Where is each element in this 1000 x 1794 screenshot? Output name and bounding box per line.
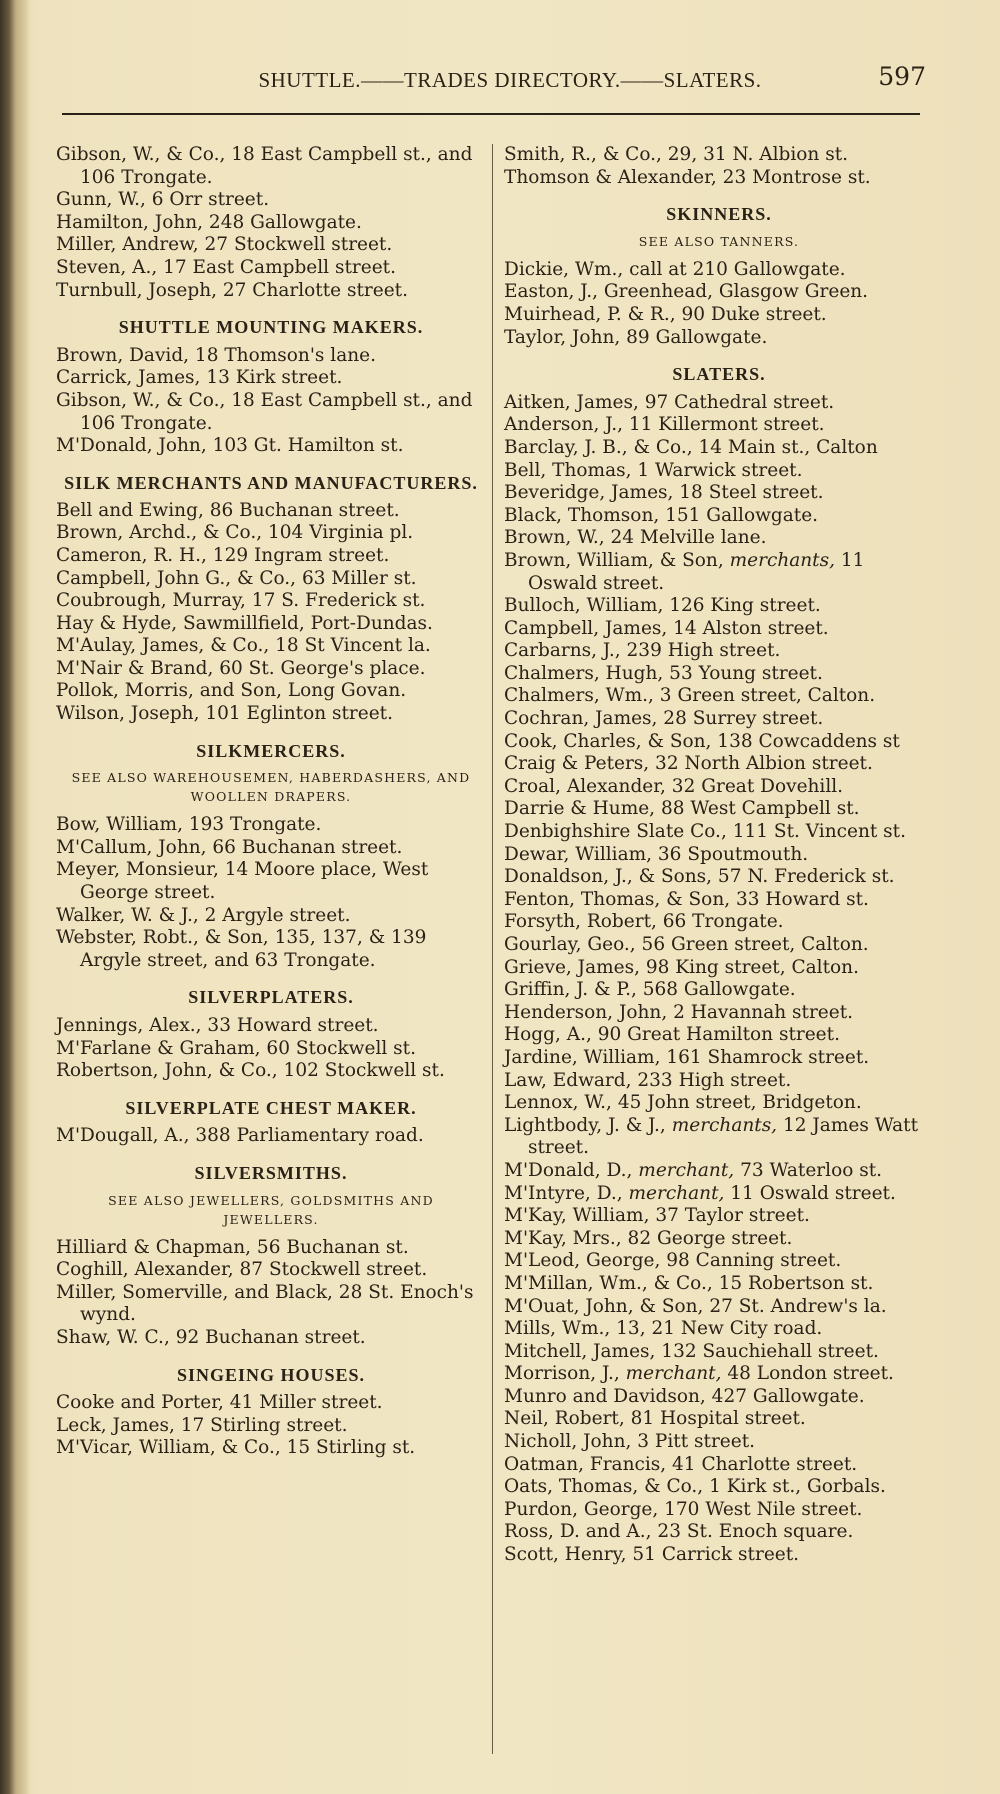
directory-entry: Carbarns, J., 239 High street.: [504, 640, 781, 662]
directory-entry: M'Leod, George, 98 Canning street.: [504, 1250, 842, 1272]
section-heading: SILVERPLATE CHEST MAKER.: [125, 1097, 417, 1118]
section-heading: SILKMERCERS.: [196, 740, 346, 761]
entry-name: Lightbody, J. & J.,: [504, 1114, 666, 1136]
directory-entry: Oatman, Francis, 41 Charlotte street.: [504, 1453, 858, 1475]
page-number: 597: [878, 62, 926, 91]
directory-entry: Cook, Charles, & Son, 138 Cowcaddens st: [504, 730, 900, 752]
section-heading: SILVERSMITHS.: [194, 1162, 348, 1183]
section-heading: SILK MERCHANTS AND MANUFACTURERS.: [64, 472, 478, 493]
left-column: [56, 144, 486, 1460]
directory-entry: Campbell, John G., & Co., 63 Miller st.: [56, 567, 417, 589]
directory-entry: Robertson, John, & Co., 102 Stockwell st.: [56, 1060, 445, 1082]
page-title: SHUTTLE.——TRADES DIRECTORY.——SLATERS.: [258, 68, 762, 92]
entry-address: 73 Waterloo st.: [740, 1159, 883, 1181]
directory-entry: Brown, David, 18 Thomson's lane.: [56, 344, 376, 366]
book-binding-edge: [0, 0, 30, 1794]
directory-entry: Coubrough, Murray, 17 S. Frederick st.: [56, 590, 426, 612]
directory-entry: Dewar, William, 36 Spoutmouth.: [504, 843, 809, 865]
directory-entry: [504, 1183, 934, 1206]
directory-entry: Smith, R., & Co., 29, 31 N. Albion st.: [504, 144, 849, 165]
directory-entry: Chalmers, Wm., 3 Green street, Calton.: [504, 685, 876, 707]
directory-entry: [504, 1363, 934, 1386]
directory-entry: Hogg, A., 90 Great Hamilton street.: [504, 1024, 840, 1046]
entry-address: 48 London street.: [727, 1363, 894, 1385]
directory-entry: M'Millan, Wm., & Co., 15 Robertson st.: [504, 1272, 874, 1294]
directory-entry: Scott, Henry, 51 Carrick street.: [504, 1544, 800, 1566]
entry-name: Morrison, J.,: [504, 1363, 620, 1385]
directory-entry: Fenton, Thomas, & Son, 33 Howard st.: [504, 888, 869, 910]
directory-entry: [504, 550, 934, 595]
directory-entry: M'Kay, William, 37 Taylor street.: [504, 1205, 810, 1227]
directory-entry: Bulloch, William, 126 King street.: [504, 595, 821, 617]
directory-entry: Miller, Andrew, 27 Stockwell street.: [56, 234, 393, 256]
entry-address: 11 Oswald street.: [730, 1182, 896, 1204]
directory-entry: M'Donald, John, 103 Gt. Hamilton st.: [56, 435, 404, 457]
directory-entry: Neil, Robert, 81 Hospital street.: [504, 1408, 806, 1430]
directory-entry: Nicholl, John, 3 Pitt street.: [504, 1431, 756, 1453]
directory-entry: Donaldson, J., & Sons, 57 N. Frederick st.: [504, 866, 895, 888]
see-also-note: SEE ALSO JEWELLERS, GOLDSMITHS AND JEWELLERS.: [108, 1192, 434, 1227]
directory-entry: Ross, D. and A., 23 St. Enoch square.: [504, 1521, 854, 1543]
running-head: [60, 62, 926, 98]
section-heading: SINGEING HOUSES.: [176, 1364, 366, 1385]
entry-trade-note: merchant,: [638, 1159, 735, 1181]
see-also-note: SEE ALSO TANNERS.: [638, 233, 800, 249]
header-rule: [62, 113, 920, 115]
entry-name: M'Intyre, D.,: [504, 1182, 623, 1204]
directory-entry: Barclay, J. B., & Co., 14 Main st., Calton: [504, 436, 878, 458]
directory-entry: M'Nair & Brand, 60 St. George's place.: [56, 657, 426, 679]
directory-entry: Gourlay, Geo., 56 Green street, Calton.: [504, 934, 869, 955]
directory-entry: Leck, James, 17 Stirling street.: [56, 1414, 348, 1436]
directory-entry: M'Farlane & Graham, 60 Stockwell st.: [56, 1037, 416, 1059]
directory-entry: Campbell, James, 14 Alston street.: [504, 617, 829, 639]
directory-entry: Darrie & Hume, 88 West Campbell st.: [504, 798, 860, 820]
directory-entry: Law, Edward, 233 High street.: [504, 1069, 792, 1091]
directory-entry: Mills, Wm., 13, 21 New City road.: [504, 1318, 823, 1340]
directory-entry: Beveridge, James, 18 Steel street.: [504, 482, 824, 504]
directory-entry: Oats, Thomas, & Co., 1 Kirk st., Gorbals.: [504, 1476, 886, 1498]
directory-entry: Walker, W. & J., 2 Argyle street.: [56, 904, 351, 926]
directory-entry: Aitken, James, 97 Cathedral street.: [504, 391, 835, 413]
directory-entry: Taylor, John, 89 Gallowgate.: [504, 326, 768, 348]
directory-entry: Bow, William, 193 Trongate.: [56, 814, 322, 836]
directory-entry: Black, Thomson, 151 Gallowgate.: [504, 504, 819, 526]
directory-entry: Gunn, W., 6 Orr street.: [56, 189, 270, 211]
section-heading: SLATERS.: [672, 364, 766, 385]
directory-entry: Coghill, Alexander, 87 Stockwell street.: [56, 1259, 428, 1281]
directory-entry: Hilliard & Chapman, 56 Buchanan st.: [56, 1236, 409, 1258]
entry-name: Brown, William, & Son,: [504, 549, 724, 571]
directory-entry: Cameron, R. H., 129 Ingram street.: [56, 544, 390, 566]
directory-entry: Webster, Robt., & Son, 135, 137, & 139 Argyle street, and 63 Trongate.: [56, 927, 427, 971]
directory-entry: M'Callum, John, 66 Buchanan street.: [56, 836, 403, 858]
entry-address: 11 Oswald street.: [528, 549, 865, 594]
directory-entry: Henderson, John, 2 Havannah street.: [504, 1001, 854, 1023]
directory-entry: Steven, A., 17 East Campbell street.: [56, 256, 396, 278]
entry-address: 12 James Watt street.: [528, 1114, 919, 1159]
entry-trade-note: merchants,: [671, 1114, 778, 1136]
column-divider: [492, 144, 493, 1754]
directory-entry: Bell and Ewing, 86 Buchanan street.: [56, 499, 400, 521]
directory-entry: Denbighshire Slate Co., 111 St. Vincent st.: [504, 821, 906, 843]
directory-entry: Forsyth, Robert, 66 Trongate.: [504, 911, 784, 933]
directory-entry: Miller, Somerville, and Black, 28 St. Enoch's wynd.: [56, 1281, 474, 1326]
directory-entry: M'Ouat, John, & Son, 27 St. Andrew's la.: [504, 1295, 887, 1317]
directory-entry: Hay & Hyde, Sawmillfield, Port-Dundas.: [56, 612, 433, 634]
directory-entry: Croal, Alexander, 32 Great Dovehill.: [504, 775, 844, 797]
directory-entry: [504, 1115, 934, 1160]
directory-entry: M'Dougall, A., 388 Parliamentary road.: [56, 1125, 424, 1147]
directory-entry: Shaw, W. C., 92 Buchanan street.: [56, 1326, 366, 1348]
directory-entry: Grieve, James, 98 King street, Calton.: [504, 956, 859, 978]
directory-entry: Gibson, W., & Co., 18 East Campbell st., and 106 Trongate.: [56, 144, 473, 188]
directory-entry: Cochran, James, 28 Surrey street.: [504, 708, 824, 730]
directory-entry: Wilson, Joseph, 101 Eglinton street.: [56, 703, 393, 725]
entry-name: M'Donald, D.,: [504, 1159, 633, 1181]
section-heading: SILVERPLATERS.: [188, 987, 354, 1008]
entry-trade-note: merchants,: [729, 549, 835, 571]
directory-entry: Gibson, W., & Co., 18 East Campbell st., and 106 Trongate.: [56, 389, 473, 434]
directory-entry: Brown, W., 24 Melville lane.: [504, 527, 767, 549]
directory-entry: Jennings, Alex., 33 Howard street.: [56, 1015, 379, 1036]
directory-entry: Dickie, Wm., call at 210 Gallowgate.: [504, 258, 846, 280]
directory-entry: Bell, Thomas, 1 Warwick street.: [504, 459, 803, 481]
directory-entry: Carrick, James, 13 Kirk street.: [56, 367, 343, 389]
directory-entry: Chalmers, Hugh, 53 Young street.: [504, 662, 823, 684]
directory-entry: Meyer, Monsieur, 14 Moore place, West George street.: [56, 859, 429, 904]
directory-entry: Turnbull, Joseph, 27 Charlotte street.: [56, 279, 408, 301]
directory-entry: Easton, J., Greenhead, Glasgow Green.: [504, 281, 869, 303]
directory-entry: M'Aulay, James, & Co., 18 St Vincent la.: [56, 635, 431, 657]
entry-trade-note: merchant,: [628, 1182, 725, 1204]
directory-entry: Griffin, J. & P., 568 Gallowgate.: [504, 979, 796, 1001]
directory-entry: [504, 1160, 934, 1183]
directory-entry: Lennox, W., 45 John street, Bridgeton.: [504, 1092, 862, 1114]
directory-entry: M'Vicar, William, & Co., 15 Stirling st.: [56, 1437, 416, 1459]
directory-entry: Munro and Davidson, 427 Gallowgate.: [504, 1385, 865, 1407]
directory-entry: Thomson & Alexander, 23 Montrose st.: [504, 166, 871, 188]
section-heading: SHUTTLE MOUNTING MAKERS.: [118, 317, 424, 338]
directory-entry: Jardine, William, 161 Shamrock street.: [504, 1046, 870, 1068]
directory-entry: Mitchell, James, 132 Sauchiehall street.: [504, 1340, 879, 1362]
directory-entry: M'Kay, Mrs., 82 George street.: [504, 1227, 793, 1249]
section-heading: SKINNERS.: [666, 204, 772, 225]
directory-entry: Pollok, Morris, and Son, Long Govan.: [56, 680, 407, 702]
directory-entry: Brown, Archd., & Co., 104 Virginia pl.: [56, 522, 414, 544]
directory-entry: Hamilton, John, 248 Gallowgate.: [56, 211, 362, 233]
see-also-note: SEE ALSO WAREHOUSEMEN, HABERDASHERS, AND WOOLLEN DRAPERS.: [71, 770, 471, 805]
directory-entry: Craig & Peters, 32 North Albion street.: [504, 753, 873, 775]
entry-trade-note: merchant,: [625, 1363, 722, 1385]
directory-entry: Cooke and Porter, 41 Miller street.: [56, 1392, 383, 1414]
directory-entry: Muirhead, P. & R., 90 Duke street.: [504, 303, 827, 325]
directory-entry: Anderson, J., 11 Killermont street.: [504, 414, 825, 436]
right-column: [504, 144, 934, 1567]
directory-entry: Purdon, George, 170 West Nile street.: [504, 1498, 863, 1520]
